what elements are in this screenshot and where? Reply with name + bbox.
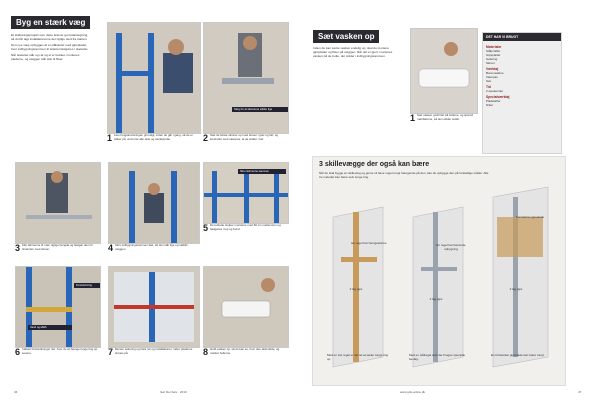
step-text: Sæt de første skinner op med skruer i gulv og loft, og kontroller med vaterpas, at de sidder i lod. [210,134,278,141]
sidebar-section-title: Tid [486,85,491,89]
right-intro: Inden du kan sætte vasken endelig op, skal du montere gipsplader og fliser på væggen. Når det er gjort, monteres vasken på de bolte, der sidder i indbygningsrammen. [313,46,393,59]
wall-2-top-label: En regel har bærende opbygning [436,243,466,251]
step-caption-2 [203,134,287,164]
sidebar-item: Boremaskine [486,71,504,75]
wall-3-mid-label: 2 lag gips [509,287,523,291]
step-caption-4 [108,244,198,266]
left-footer-mag: Gør Det Selv · 2010 [160,390,187,394]
photo-1-image [108,23,200,133]
step-photo-3 [15,162,101,244]
wall-3-top-label: Forstærket gipsplade [515,215,545,219]
sidebar-item: Pladeløfter [486,99,501,103]
step-text: De lodrette stolper monteres med 60 cm mellemrum og fastgøres i top og bund. [210,224,281,231]
wall-1-mid-label: 2 lag gips [349,287,363,291]
step-caption-6 [15,348,99,380]
step-number: 6 [15,348,21,357]
step-photo-7 [108,266,200,348]
step-number: 8 [203,348,209,357]
step-number: 3 [15,244,21,253]
step-text: Indsæt forstærkninger der, hvor du vil hænge tunge ting op senere. [22,348,98,355]
step-text: Sæt vasken godt fast på boltene, og spænd møtrikkerne, så den sidder solidt. [417,114,473,121]
wall-3-caption: En forstærket gipsplade kan bære tungt. [491,353,545,357]
right-footer-site: www.gds-online.dk [400,390,426,394]
photo-7-image [109,267,199,347]
left-intro [11,33,91,159]
photo-2-image [204,23,288,133]
step-photo-5 [203,162,289,224]
left-page-number: 46 [14,390,18,394]
photo-6-image [16,267,100,347]
step-caption-7 [108,348,198,380]
step-caption-3 [15,244,99,266]
sidebar-box [482,32,562,154]
photo-6-label-a: Forstærkning [74,283,100,288]
step-number: 5 [203,224,209,233]
step-text: Klip skinnerne til i den rigtige længde og fastgør dem til hinanden med skruer. [22,244,93,251]
step-photo-1 [107,22,201,134]
sidebar-item: Skruer [486,61,495,65]
right-page-number: 47 [578,390,582,394]
intro-paragraph: Et skillevægsprojekt som dette kræver god planlægning, så du får lagt installationerne det rigtige sted fra starten. [11,33,89,42]
step-photo-6 [15,266,101,348]
photo-8-image [204,267,288,347]
wall-illustrations [313,157,565,385]
step-text: Læs brugsanvisningen grundigt, inden du går i gang, så du er sikker på, at du har alle dele og værktøj klar. [114,134,193,141]
vase-photo-image [411,29,477,113]
right-page-title: Sæt vasken op [313,30,379,43]
sidebar-item: Stålprofiler [486,49,501,53]
step-caption-5 [203,224,287,264]
step-caption-1 [107,134,199,164]
sidebar-section-title: Specialværktøj [486,95,510,99]
intro-paragraph: Den nye væg opbygges af et stålskelet med gipsplader, hvor indbygningsrammen til toilettet fastgøres i skelettet. [11,43,89,52]
vase-caption [410,114,478,144]
wall-section-title: 3 skillevægge der også kan bære [319,161,430,168]
step-number: 4 [108,244,114,253]
photo-2-label: Sørg for at skinnerne sidder lige [232,107,288,112]
wall-section [312,156,566,386]
step-text: Skru indbygningsrammen fast, så den står lige og stabilt i væggen. [115,244,189,251]
step-photo-8 [203,266,289,348]
sidebar-item: Sav [486,79,492,83]
wall-1-caption: Med en træ regel er det let at sætte tunge ting op. [327,353,389,361]
step-photo-2 [203,22,289,134]
photo-5-label: Skru skinnerne sammen [238,169,286,174]
step-photo-4 [108,162,200,244]
sidebar-section-title: Materialer [486,45,502,49]
photo-4-image [109,163,199,243]
sidebar-item: Gipsplader [486,53,501,57]
sidebar-section-title: Værktøj [486,67,499,71]
step-text: Hold vasken op, så du kan se, hvor den skal sidde, og marker hullerne. [210,348,280,355]
sidebar-item: 2 weekender [486,89,504,93]
wall-section-intro: Når du skal bygge en skillevæg og gerne vil have noget tungt hængende på den, kan du opbygge den på forskellige måder. Alle tre metoder kan bære selv tunge ting. [319,171,489,179]
step-number: 1 [410,114,416,123]
left-page-title: Byg en stærk væg [11,16,90,29]
step-text: Monter isolering og træk rør og installationer, inden pladerne skrues på. [115,348,193,355]
sidebar-item: Isolering [486,57,498,61]
step-number: 7 [108,348,114,357]
sidebar-header: DET HAR VI BRUGT [483,33,561,41]
sidebar-item: Vaterpas [486,75,498,79]
wall-2-mid-label: 2 lag gips [429,297,443,301]
sidebar-item: Nitter [486,103,494,107]
photo-3-image [16,163,100,243]
vase-photo [410,28,478,114]
step-number: 2 [203,134,209,143]
wall-2-caption: Med en stålregel skal der bruges specielle beslag. [409,353,466,361]
wall-1-top-label: En regel har hængeskinne [351,241,387,245]
step-caption-8 [203,348,287,380]
step-number: 1 [107,134,113,143]
intro-paragraph: Når skelettet står og rør og el er trukket, monteres pladerne, og væggen står klar til fliser. [11,53,80,62]
photo-6-label-b: Vand og afløb [28,325,72,330]
